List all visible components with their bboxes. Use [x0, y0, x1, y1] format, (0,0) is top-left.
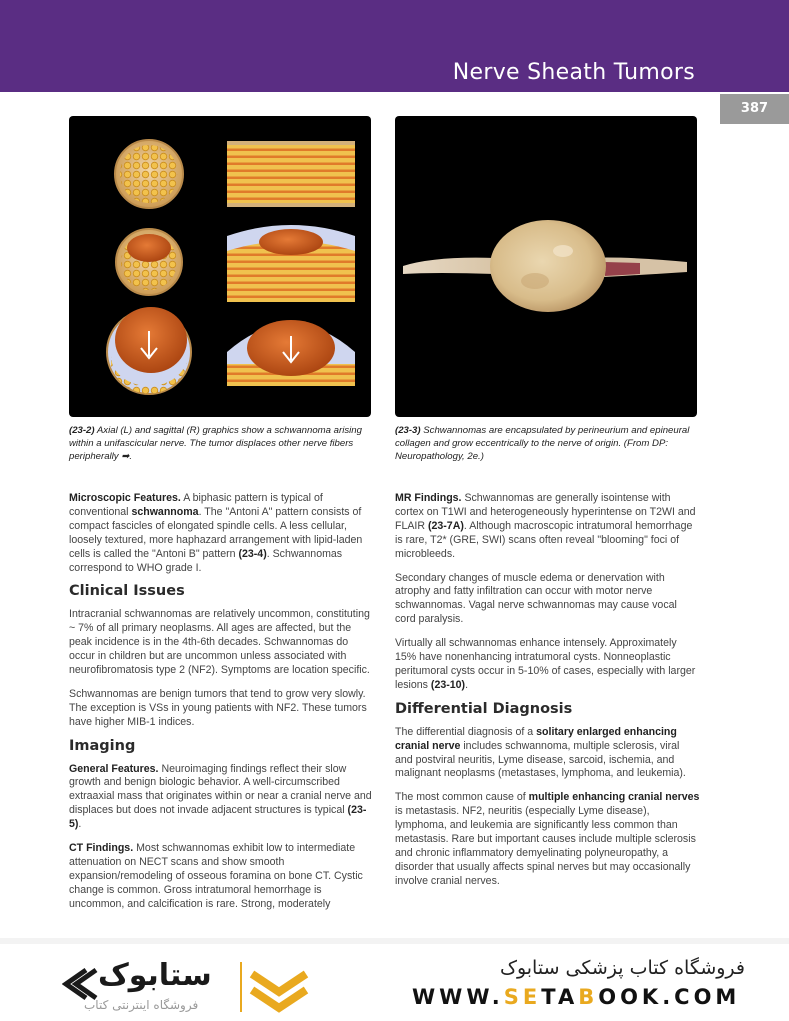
- left-text-column: [69, 492, 374, 938]
- mr-findings-paragraph: MR Findings. Schwannomas are generally isointense with cortex on T1WI and heterogeneously hyperintense on T2WI and FLAIR (23-7A). Although macroscopic intratumoral hemorrhage is rare, T2* (GRE, SWI) scans often reveal "blooming" foci of microbleeds.: [395, 492, 696, 560]
- figure-ref: (23-7A): [427, 519, 464, 532]
- ct-findings-paragraph: CT Findings. Most schwannomas exhibit low to intermediate attenuation on NECT scans and show smooth expansion/remodeling of osseous foramina on bone CT. Cystic change is common. Gross intratumoral hemorrhage is uncommon, and calcification is rare. Strong, moderately: [69, 842, 363, 910]
- caption-text: Axial (L) and sagittal (R) graphics show a schwannoma arising within a unifascicular nerve. The tumor displaces other nerve fibers peripherally: [69, 425, 362, 462]
- axial-large-schwannoma: [107, 307, 191, 394]
- chapter-title: Nerve Sheath Tumors: [452, 60, 695, 85]
- schwannoma-mass: [490, 220, 606, 312]
- logo-divider: [240, 962, 242, 1012]
- hemorrhagic-segment: [605, 262, 640, 276]
- figure-id: (23-2): [69, 425, 95, 436]
- differential-paragraph-1: The differential diagnosis of a solitary enlarged enhancing cranial nerve includes schwannoma, multiple sclerosis, viral and postviral neuritis, Lyme disease, sarcoid, ischemia, and malignant neoplasms (metastases, lymphoma, and leukemia).: [395, 725, 686, 780]
- figure-id: (23-3): [395, 425, 421, 436]
- differential-paragraph-2: The most common cause of multiple enhancing cranial nerves is metastasis. NF2, neuritis (especially Lyme disease), lymphoma, and leukemia are significantly less common than metastasis. Rare but important causes include multiple sclerosis and chronic inflammatory demyelinating polyneuropathy, a disorder that usually affects spinal nerves but may occasionally involve cranial nerves.: [395, 791, 700, 887]
- figure-ref: (23-5): [69, 804, 367, 831]
- sagittal-small-schwannoma: [227, 225, 355, 302]
- store-logo: [62, 958, 312, 1018]
- store-url[interactable]: WWW.SETABOOK.COM: [412, 985, 741, 1009]
- brand-chevron-icon: [248, 960, 310, 1014]
- arrow-icon: ➡: [121, 451, 130, 462]
- figure-schwannoma-graphic: [69, 116, 371, 417]
- clinical-paragraph-2: Schwannomas are benign tumors that tend to grow very slowly. The exception is VSs in young patients with NF2. These tumors have higher MIB-1 indices.: [69, 687, 367, 728]
- page-number: 387: [720, 94, 789, 124]
- caption-text: Schwannomas are encapsulated by perineurium and epineural collagen and grow eccentrically to the nerve of origin. (From DP: Neuropathology, 2e.): [395, 425, 690, 462]
- right-text-column: [395, 492, 700, 899]
- footer-divider: [0, 938, 789, 944]
- specimen-photo: [395, 116, 697, 417]
- general-features-paragraph: General Features. Neuroimaging findings reflect their slow growth and benign biologic behavior. A well-circumscribed extraaxial mass that originates within or near a cranial nerve and displaces but does not invade adjacent structures is typical (23-5).: [69, 762, 372, 831]
- schwannoma-diagram: [69, 116, 371, 417]
- store-name-persian: فروشگاه کتاب پزشکی ستابوک: [499, 957, 745, 979]
- clinical-paragraph-1: Intracranial schwannomas are relatively uncommon, constituting ~ 7% of all primary neoplasms. All ages are affected, but the peak incidence is in the 4th-6th decades. Schwannomas do occur in children but are uncommon unless associated with neurofibromatosis type 2 (NF2). Symptoms are location specific.: [69, 608, 370, 676]
- nerve-proximal: [403, 256, 505, 276]
- section-heading-clinical: Clinical Issues: [69, 583, 185, 600]
- figure-gross-specimen: [395, 116, 697, 417]
- sagittal-large-schwannoma: [227, 320, 355, 386]
- secondary-changes-paragraph: Secondary changes of muscle edema or denervation with atrophy and fatty infiltration can occur with motor nerve schwannomas. Vagal nerve schwannomas may cause vocal cord paralysis.: [395, 571, 677, 626]
- section-heading-differential: Differential Diagnosis: [395, 700, 573, 717]
- axial-small-schwannoma: [116, 229, 182, 295]
- section-heading-imaging: Imaging: [69, 737, 136, 754]
- figure-caption-23-3: [395, 424, 697, 463]
- sagittal-normal-nerve: [227, 141, 355, 207]
- axial-normal-nerve: [115, 140, 183, 208]
- figure-ref: (23-4): [238, 547, 267, 560]
- logo-wordmark: ستابوک: [98, 958, 212, 993]
- microscopic-paragraph: Microscopic Features. A biphasic pattern is typical of conventional schwannoma. The "Antoni A" pattern consists of compact fascicles of elongated spindle cells. A less cellular, loosely textured, more haphazard arrangement with lipid-laden cells is called the "Antoni B" pattern (23-4). Schwannomas correspond to WHO grade I.: [69, 492, 363, 574]
- figure-ref: (23-10): [430, 678, 466, 691]
- logo-subtitle: فروشگاه اینترنتی کتاب: [84, 998, 199, 1012]
- enhancement-paragraph: Virtually all schwannomas enhance intensely. Approximately 15% have nonenhancing intratumoral cysts. Nonneoplastic peritumoral cysts occur in 5-10% of cases, especially with larger lesions (23-10).: [395, 637, 696, 691]
- figure-caption-23-2: (23-2) Axial (L) and sagittal (R) graphics show a schwannoma arising within a unifascicular nerve. The tumor displaces other nerve fibers peripherally ➡.: [69, 425, 362, 462]
